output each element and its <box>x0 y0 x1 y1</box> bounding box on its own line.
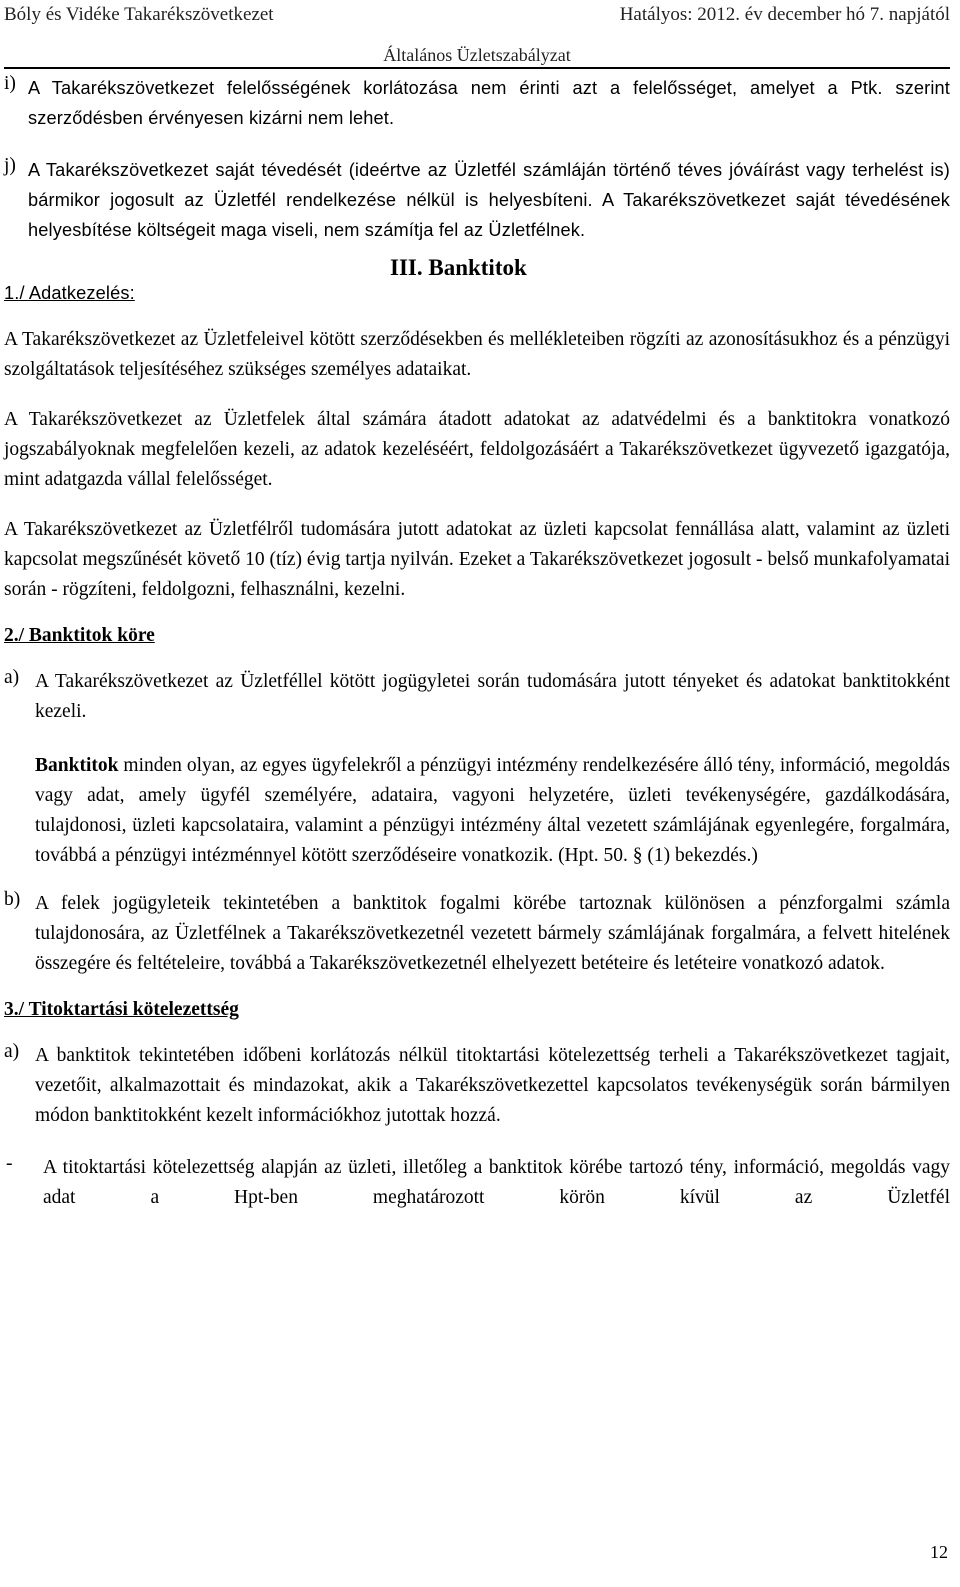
item-text: A felek jogügyleteik tekintetében a banktitok fogalmi körébe tartoznak különösen a pénzforgalmi számla tulajdonosára, az Üzletfélnek a Takarékszövetkezetnél vezetett bármely számlájának forgalmára, a felvett hitelének összegére és feltételeire, továbbá a Takarékszövetkezetnél elhelyezett betéteire és letéteire vonatkozó adatok. <box>35 893 950 974</box>
section1-heading: 1./ Adatkezelés: <box>4 283 135 303</box>
part-title-block <box>4 249 950 307</box>
section2-heading: 2./ Banktitok köre <box>4 625 155 646</box>
page-header <box>4 4 950 30</box>
item-label: j) <box>4 155 16 176</box>
section3-item-a <box>4 1041 950 1131</box>
item-label: a) <box>4 1041 20 1062</box>
banktitok-definition <box>4 751 950 871</box>
item-i <box>4 73 950 133</box>
header-org: Bóly és Vidéke Takarékszövetkezet <box>4 4 274 25</box>
item-label: a) <box>4 667 20 688</box>
item-text: A Takarékszövetkezet felelősségének korlátozása nem érinti azt a felelősséget, amelyet a Ptk. szerint szerződésben érvényesen kizárni nem lehet. <box>28 78 950 128</box>
item-text: A banktitok tekintetében időbeni korlátozás nélkül titoktartási kötelezettség terheli a Takarékszövetkezet tagjait, vezetőit, alkalmazottait és mindazokat, akik a Takarékszövetkezettel kapcsolatos tevékenységük során bármilyen módon banktitokként kezelt információkhoz jutottak hozzá. <box>35 1045 950 1126</box>
item-j <box>4 155 950 245</box>
item-text: A titoktartási kötelezettség alapján az üzleti, illetőleg a banktitok körébe tartozó tény, információ, megoldás vagy adat a Hpt-ben meghatározott körön kívül az Üzletfél <box>43 1157 950 1208</box>
section1-paragraph: A Takarékszövetkezet az Üzletfelek által számára átadott adatokat az adatvédelmi és a banktitokra vonatkozó jogszabályoknak megfelelően kezeli, az adatok kezeléséért, feldolgozásáért a Takarékszövetkezet ügyvezető igazgatója, mint adatgazda vállal felelősséget. <box>4 409 950 490</box>
section2-item-a <box>4 667 950 727</box>
item-text: A Takarékszövetkezet az Üzletféllel kötött jogügyletei során tudomására jutott tényeket és adatokat banktitokként kezeli. <box>35 671 950 722</box>
section2-item-b <box>4 889 950 979</box>
header-effective-date: Hatályos: 2012. év december hó 7. napjától <box>619 4 950 25</box>
section3-dash-item <box>4 1153 950 1213</box>
section1-paragraph: A Takarékszövetkezet az Üzletfélről tudomására jutott adatokat az üzleti kapcsolat fennállása alatt, valamint az üzleti kapcsolat megszűnését követő 10 (tíz) évig tartja nyilván. Ezeket a Takarékszövetkezet jogosult - belső munkafolyamatai során - rögzíteni, feldolgozni, felhasználni, kezelni. <box>4 519 950 600</box>
definition-text: minden olyan, az egyes ügyfelekről a pénzügyi intézmény rendelkezésére álló tény, információ, megoldás vagy adat, amely ügyfél személyére, adataira, vagyoni helyzetére, üzleti tevékenységére, gazdálkodására, tulajdonosi, üzleti kapcsolataira, valamint a pénzügyi intézmény által vezetett számlájának egyenlegére, forgalmára, továbbá a pénzügyi intézménnyel kötött szerződéseire vonatkozik. (Hpt. 50. § (1) bekezdés.) <box>35 755 950 866</box>
item-text: A Takarékszövetkezet saját tévedését (ideértve az Üzletfél számláján történő téves jóváírást vagy terhelést is) bármikor jogosult az Üzletfél rendelkezése nélkül is helyesbíteni. A Takarékszövetkezet saját tévedésének helyesbítése költségeit maga viseli, nem számítja fel az Üzletfélnek. <box>28 160 950 240</box>
header-doc-title: Általános Üzletszabályzat <box>383 45 571 65</box>
item-label: - <box>6 1153 13 1174</box>
item-label: b) <box>4 889 21 910</box>
document-page <box>4 0 950 1213</box>
section3-heading: 3./ Titoktartási kötelezettség <box>4 999 239 1020</box>
definition-term: Banktitok <box>35 755 119 776</box>
part-title: III. Banktitok <box>390 255 527 280</box>
item-label: i) <box>4 73 16 94</box>
section1-paragraph: A Takarékszövetkezet az Üzletfeleivel kötött szerződésekben és mellékleteiben rögzíti az azonosításukhoz és a pénzügyi szolgáltatások teljesítéséhez szükséges személyes adataikat. <box>4 329 950 380</box>
header-rule <box>4 67 950 69</box>
page-number: 12 <box>930 1542 948 1562</box>
